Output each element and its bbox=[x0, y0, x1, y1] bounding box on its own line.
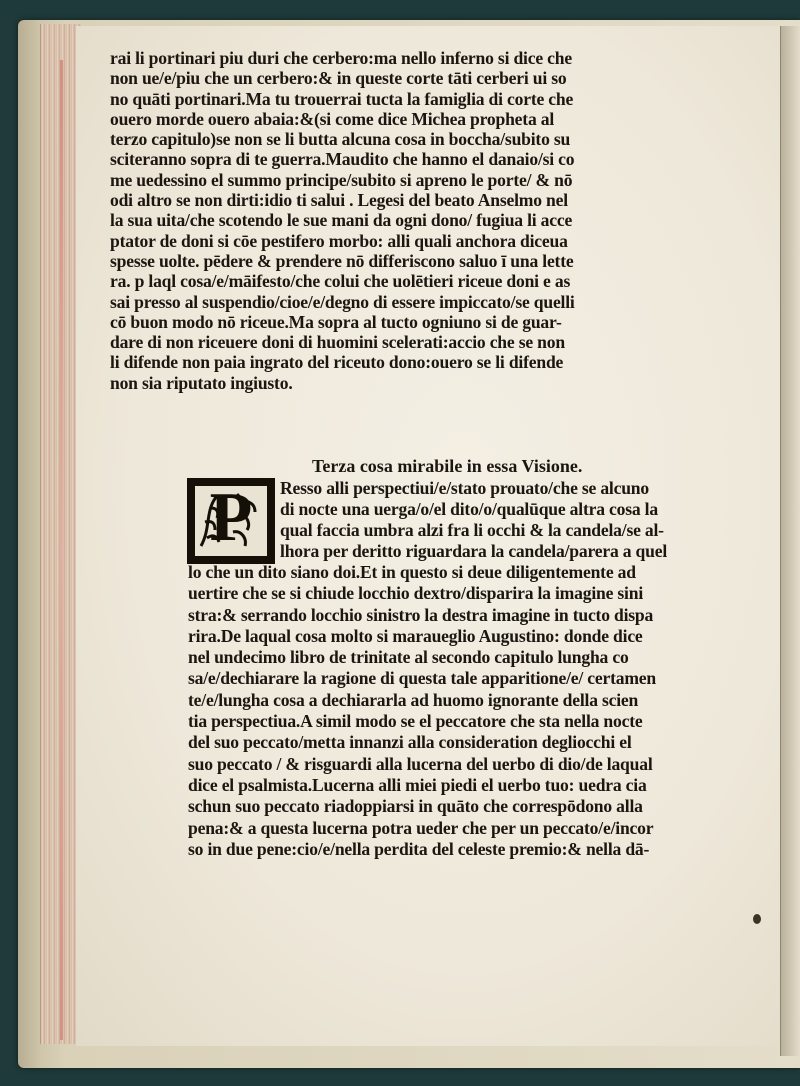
text-line: nel undecimo libro de trinitate al secondo capitulo lungha co bbox=[188, 647, 629, 668]
text-line: sciteranno sopra di te guerra.Maudito che hanno el danaio/si co bbox=[110, 149, 575, 170]
facing-page-edge bbox=[780, 26, 800, 1056]
dropcap-paragraph-lines bbox=[280, 478, 726, 562]
text-line: li difende non paia ingrato del riceuto dono:ouero se li difende bbox=[110, 352, 564, 373]
text-line: so in due pene:cio/e/nella perdita del celeste premio:& nella dā- bbox=[188, 838, 650, 859]
text-line: cō buon modo nō riceue.Ma sopra al tucto ogniuno si de guar- bbox=[110, 311, 562, 332]
text-line: tia perspectiua.A simil modo se el peccatore che sta nella nocte bbox=[188, 711, 643, 732]
text-line: terzo capitulo)se non se li butta alcuna cosa in boccha/subito su bbox=[110, 129, 571, 150]
text-line: rai li portinari piu duri che cerbero:ma nello inferno si dice che bbox=[110, 48, 572, 68]
text-line: suo peccato / & risguardi alla lucerna del uerbo di dio/de laqual bbox=[188, 753, 653, 774]
text-line: no quāti portinari.Ma tu trouerrai tucta la famiglia di corte che bbox=[110, 88, 574, 109]
red-page-edge bbox=[60, 60, 63, 1040]
text-line: dice el psalmista.Lucerna alli miei piedi el uerbo tuo: uedra cia bbox=[188, 774, 647, 795]
ink-smudge bbox=[753, 914, 761, 924]
text-line: lhora per deritto riguardara la candela/parera a quel bbox=[280, 541, 668, 561]
text-line: di nocte una uerga/o/el dito/o/qualūque altra cosa la bbox=[280, 499, 658, 519]
text-line: Resso alli perspectiui/e/stato prouato/che se alcuno bbox=[280, 478, 649, 498]
text-line: sa/e/dechiarare la ragione di questa tale apparitione/e/ certamen bbox=[188, 668, 656, 689]
body-text bbox=[110, 48, 728, 393]
text-line: sai presso al suspendio/cioe/e/degno di essere impiccato/se quelli bbox=[110, 291, 575, 312]
text-line: spesse uolte. pēdere & prendere nō differiscono saluo ī una lette bbox=[110, 250, 574, 271]
text-line: non ue/e/piu che un cerbero:& in queste corte tāti cerberi ui so bbox=[110, 68, 567, 89]
section-heading: Terza cosa mirabile in essa Visione. bbox=[312, 456, 583, 476]
paragraph-continuation bbox=[188, 562, 726, 860]
text-line: ouero morde ouero abaia:&(si come dice Michea propheta al bbox=[110, 108, 555, 129]
text-line: stra:& serrando locchio sinistro la destra imagine in tucto dispa bbox=[188, 604, 654, 625]
text-line: me uedessino el summo principe/subito si apreno le porte/ & nō bbox=[110, 169, 573, 190]
text-line: qual faccia umbra alzi fra li occhi & la candela/se al- bbox=[280, 520, 664, 540]
text-line: del suo peccato/metta innanzi alla consideration degliocchi el bbox=[188, 732, 632, 753]
text-line: rira.De laqual cosa molto si maraueglio Augustino: donde dice bbox=[188, 625, 643, 646]
text-line: ptator de doni si cōe pestifero morbo: alli quali anchora diceua bbox=[110, 230, 568, 251]
text-line: uertire che se si chiude locchio dextro/disparira la imagine sini bbox=[188, 583, 644, 604]
text-line: odi altro se non dirti:idio ti salui . Legesi del beato Anselmo nel bbox=[110, 190, 568, 211]
text-line: non sia riputato ingiusto. bbox=[110, 372, 293, 393]
decorated-initial bbox=[187, 478, 275, 564]
text-line: te/e/lungha cosa a dechiararla ad huomo ignorante della scien bbox=[188, 689, 639, 710]
text-line: dare di non riceuere doni di huomini scelerati:accio che se non bbox=[110, 332, 565, 353]
initial-letter: P bbox=[209, 479, 253, 556]
text-line: ra. p laql cosa/e/māifesto/che colui che uolētieri riceue doni e as bbox=[110, 271, 571, 292]
text-line: lo che un dito siano doi.Et in questo si deue diligentemente ad bbox=[188, 562, 636, 582]
text-line: pena:& a questa lucerna potra ueder che per un peccato/e/incor bbox=[188, 817, 654, 838]
text-line: la sua uita/che scotendo le sue mani da ogni dono/ fugiua li acce bbox=[110, 210, 573, 231]
text-line: schun suo peccato riadoppiarsi in quāto che correspōdono alla bbox=[188, 796, 643, 817]
